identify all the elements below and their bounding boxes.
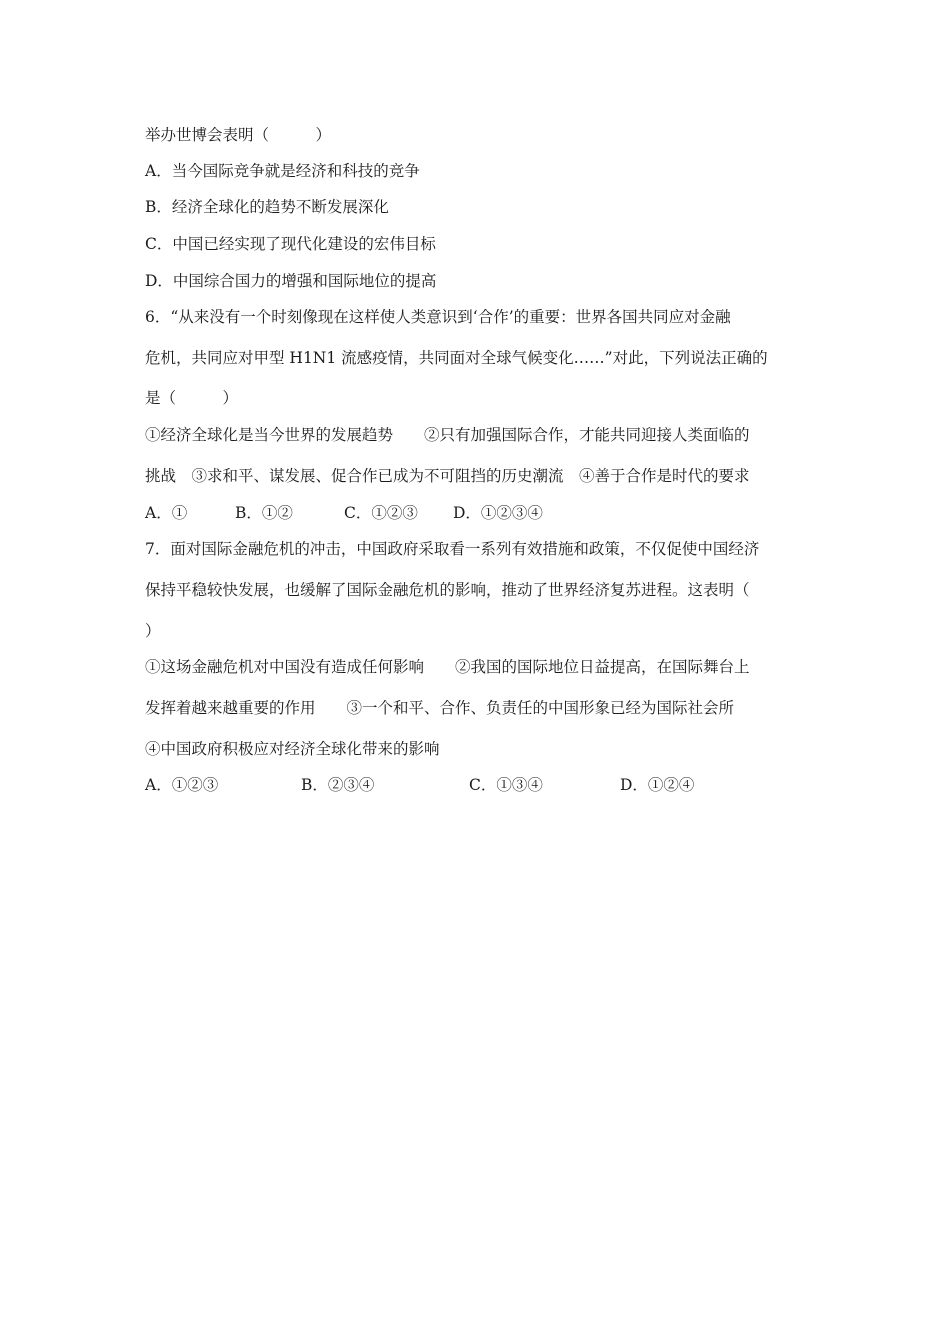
q5-option-c: C．中国已经实现了现代化建设的宏伟目标	[145, 235, 436, 253]
q5-option-d: D．中国综合国力的增强和国际地位的提高	[145, 272, 437, 290]
q6-choice-a: A．①	[145, 504, 188, 522]
q7-stem-line-3: ）	[145, 622, 161, 640]
q7-statements-line-2: 发挥着越来越重要的作用 ③一个和平、合作、负责任的中国形象已经为国际社会所	[145, 699, 735, 717]
q7-stem-line-1: 7．面对国际金融危机的冲击，中国政府采取看一系列有效措施和政策，不仅促使中国经济	[145, 540, 760, 558]
q5-stem-tail: 举办世博会表明（ ）	[145, 126, 332, 144]
q7-statements-line-3: ④中国政府积极应对经济全球化带来的影响	[145, 740, 440, 758]
q6-statements-line-2: 挑战 ③求和平、谋发展、促合作已成为不可阻挡的历史潮流 ④善于合作是时代的要求	[145, 467, 750, 485]
q6-choice-c: C．①②③	[344, 504, 418, 522]
q6-statements-line-1: ①经济全球化是当今世界的发展趋势 ②只有加强国际合作，才能共同迎接人类面临的	[145, 426, 750, 444]
q5-option-b: B．经济全球化的趋势不断发展深化	[145, 198, 389, 216]
q6-stem-line-2: 危机，共同应对甲型 H1N1 流感疫情，共同面对全球气候变化……”对此，下列说法正确的	[145, 349, 768, 367]
q5-option-a: A．当今国际竞争就是经济和科技的竞争	[145, 162, 420, 180]
q7-choice-c: C．①③④	[469, 776, 543, 794]
q7-stem-line-2: 保持平稳较快发展，也缓解了国际金融危机的影响，推动了世界经济复苏进程。这表明（	[145, 581, 750, 599]
q6-choice-d: D．①②③④	[453, 504, 543, 522]
q7-choice-b: B．②③④	[301, 776, 375, 794]
q7-statements-line-1: ①这场金融危机对中国没有造成任何影响 ②我国的国际地位日益提高，在国际舞台上	[145, 658, 750, 676]
q6-stem-line-3: 是（ ）	[145, 389, 239, 407]
q6-stem-line-1: 6．“从来没有一个时刻像现在这样使人类意识到‘合作’的重要：世界各国共同应对金融	[145, 308, 731, 326]
q7-choice-a: A．①②③	[145, 776, 219, 794]
q7-choice-d: D．①②④	[620, 776, 695, 794]
q6-choice-b: B．①②	[235, 504, 293, 522]
